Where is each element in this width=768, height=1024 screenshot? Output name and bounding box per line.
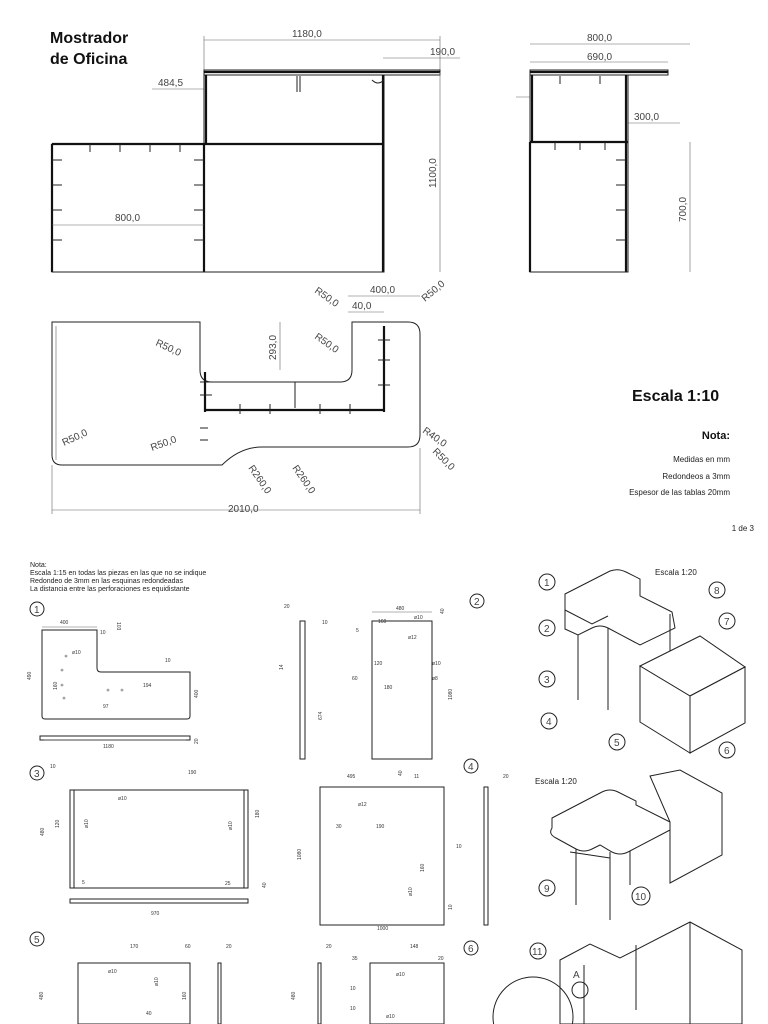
part-number-6: 6: [468, 944, 474, 955]
p1-dim-2: 103: [115, 622, 121, 631]
p2-dim-4: 5: [356, 628, 359, 634]
part-5-drawing: [39, 944, 232, 1024]
part-3-drawing: [40, 764, 268, 917]
p6-dim-2: 35: [352, 956, 358, 962]
dim-side-300: 300,0: [634, 112, 660, 123]
p3-dim-4: 120: [55, 819, 61, 828]
p1-dim-0: 400: [60, 620, 69, 626]
p1-dim-3: 490: [27, 671, 33, 680]
p6-dim-8: 10: [350, 1006, 356, 1012]
p3-dim-0: 10: [50, 764, 56, 770]
p5-dim-3: ø10: [108, 969, 117, 975]
p6-dim-7: 10: [350, 986, 356, 992]
p6-dim-1: 148: [410, 944, 419, 950]
dim-plan-400: 400,0: [370, 285, 396, 296]
drawing-title-line1: Mostrador: [50, 30, 129, 47]
p2-dim-2: 40: [440, 608, 446, 614]
iso-scale-label-2: Escala 1:20: [535, 777, 577, 786]
drawing-title-line2: de Oficina: [50, 51, 128, 68]
iso3-callout-11: 11: [532, 947, 543, 958]
iso1-callout-6: 6: [724, 746, 730, 757]
dim-front-height: 1100,0: [428, 158, 439, 188]
p4-dim-11: 10: [448, 904, 454, 910]
p3-dim-6: 180: [255, 809, 261, 818]
p1-dim-4: 160: [53, 681, 59, 690]
p4-dim-9: ø10: [408, 887, 414, 896]
isometric-view-3: [493, 922, 742, 1024]
sheet2-note-line-0: Nota:: [30, 562, 47, 569]
part-1-drawing: [27, 620, 200, 750]
dim-plan-r50-f: R50,0: [149, 434, 179, 454]
detail-label: A: [573, 970, 580, 981]
iso2-callout-10: 10: [635, 892, 647, 903]
p2-dim-11: ø10: [432, 661, 441, 667]
p6-dim-5: 480: [291, 991, 297, 1000]
dim-side-800: 800,0: [587, 33, 613, 44]
p4-dim-1: 40: [398, 770, 404, 776]
p3-dim-8: 5: [82, 880, 85, 886]
p1-dim-6: 10: [165, 658, 171, 664]
p5-dim-5: 160: [182, 991, 188, 1000]
dim-front-800: 800,0: [115, 213, 141, 224]
iso2-callout-9: 9: [544, 884, 550, 895]
p1-dim-1: 10: [100, 630, 106, 636]
p2-dim-14: 180: [384, 685, 393, 691]
dim-plan-r50-d: R50,0: [153, 337, 183, 359]
side-view: [516, 33, 690, 272]
dim-plan-r40: R40,0: [420, 425, 449, 450]
note-line-3: Espesor de las tablas 20mm: [629, 488, 730, 497]
iso1-callout-4: 4: [546, 717, 552, 728]
p1-dim-10: 1180: [103, 744, 114, 750]
dim-side-690: 690,0: [587, 52, 613, 63]
p3-dim-2: ø10: [118, 796, 127, 802]
scale-label: Escala 1:10: [632, 388, 720, 405]
p5-dim-1: 60: [185, 944, 191, 950]
dim-plan-2010: 2010,0: [228, 504, 259, 515]
dim-front-4845: 484,5: [158, 78, 184, 89]
note-title: Nota:: [701, 430, 730, 442]
dim-plan-40: 40,0: [352, 301, 372, 312]
dim-front-width: 1180,0: [292, 29, 322, 40]
p3-dim-10: 40: [262, 882, 268, 888]
p2-dim-8: 14: [279, 664, 285, 670]
p5-dim-7: 40: [146, 1011, 152, 1017]
p4-dim-6: 190: [376, 824, 385, 830]
p4-dim-7: 1080: [297, 848, 303, 860]
part-6-drawing: [291, 944, 444, 1024]
dim-plan-r260-a: R260,0: [245, 463, 274, 497]
p4-dim-0: 495: [347, 774, 356, 780]
p4-dim-12: 1000: [377, 926, 389, 932]
iso2-callouts: [539, 880, 650, 905]
p6-dim-4: ø10: [396, 972, 405, 978]
note-line-1: Medidas en mm: [673, 455, 730, 464]
p2-dim-5: 160: [378, 619, 387, 625]
p4-dim-4: ø12: [358, 802, 367, 808]
p3-dim-7: ø10: [228, 821, 234, 830]
p1-dim-5: ø10: [72, 650, 81, 656]
p2-dim-3: 10: [322, 620, 328, 626]
p4-dim-8: 10: [456, 844, 462, 850]
dim-side-700: 700,0: [678, 196, 689, 222]
isometric-view-1: [539, 570, 745, 758]
dim-front-overhang: 190,0: [430, 47, 456, 58]
dim-plan-r50-c: R50,0: [312, 331, 341, 356]
part-2-drawing: [279, 604, 454, 759]
part-number-3: 3: [34, 769, 40, 780]
p1-dim-8: 97: [103, 704, 109, 710]
page-number: 1 de 3: [731, 524, 754, 533]
part-4-drawing: [297, 770, 509, 932]
p2-dim-6: ø10: [414, 615, 423, 621]
dim-plan-r260-b: R260,0: [289, 463, 318, 497]
p3-dim-11: 970: [151, 911, 160, 917]
p5-dim-2: 20: [226, 944, 232, 950]
part-number-2: 2: [474, 597, 480, 608]
p2-dim-1: 480: [396, 606, 405, 612]
p2-dim-0: 20: [284, 604, 290, 610]
p5-dim-0: 170: [130, 944, 139, 950]
iso1-callout-8: 8: [714, 586, 720, 597]
iso1-callout-2: 2: [544, 624, 550, 635]
plan-view: [52, 278, 457, 515]
note-line-2: Redondeos a 3mm: [662, 472, 730, 481]
p3-dim-1: 190: [188, 770, 197, 776]
p2-dim-12: 60: [352, 676, 358, 682]
iso1-callout-1: 1: [544, 578, 550, 589]
iso1-callout-7: 7: [724, 617, 730, 628]
part-number-5: 5: [34, 935, 40, 946]
p6-dim-6: ø10: [386, 1014, 395, 1020]
p2-dim-15: 1080: [448, 688, 454, 700]
p6-dim-3: 20: [438, 956, 444, 962]
p4-dim-10: 160: [420, 863, 426, 872]
p6-dim-0: 20: [326, 944, 332, 950]
dim-plan-r50-b: R50,0: [419, 278, 448, 305]
p1-dim-11: 20: [194, 738, 200, 744]
iso1-callout-3: 3: [544, 675, 550, 686]
dim-plan-r50-g: R50,0: [429, 446, 457, 473]
p2-dim-9: 674: [318, 711, 324, 720]
p1-dim-7: 194: [143, 683, 152, 689]
p4-dim-3: 20: [503, 774, 509, 780]
p4-dim-5: 30: [336, 824, 342, 830]
p2-dim-7: ø12: [408, 635, 417, 641]
parts-sheet: [27, 570, 745, 1024]
dim-plan-r50-a: R50,0: [312, 285, 341, 310]
p2-dim-10: 120: [374, 661, 383, 667]
p1-dim-9: 400: [194, 689, 200, 698]
sheet2-note-line-3: La distancia entre las perforaciones es equidistante: [30, 586, 190, 593]
sheet2-note-line-1: Escala 1:15 en todas las piezas en las que no se indique: [30, 570, 207, 577]
iso1-callout-5: 5: [614, 738, 620, 749]
iso-scale-label-1: Escala 1:20: [655, 568, 697, 577]
p4-dim-2: 11: [414, 774, 420, 780]
dim-plan-r50-e: R50,0: [60, 427, 90, 449]
front-view: [52, 29, 460, 272]
p3-dim-3: 480: [40, 827, 46, 836]
p5-dim-4: ø10: [154, 977, 160, 986]
p3-dim-5: ø10: [84, 819, 90, 828]
isometric-view-2: [539, 770, 722, 920]
dim-plan-293: 293,0: [268, 334, 279, 360]
p5-dim-6: 480: [39, 991, 45, 1000]
p3-dim-9: 25: [225, 881, 231, 887]
part-number-1: 1: [34, 605, 40, 616]
p2-dim-13: ø8: [432, 676, 438, 682]
part-number-4: 4: [468, 762, 474, 773]
sheet2-note-line-2: Redondeo de 3mm en las esquinas redondeadas: [30, 578, 183, 585]
